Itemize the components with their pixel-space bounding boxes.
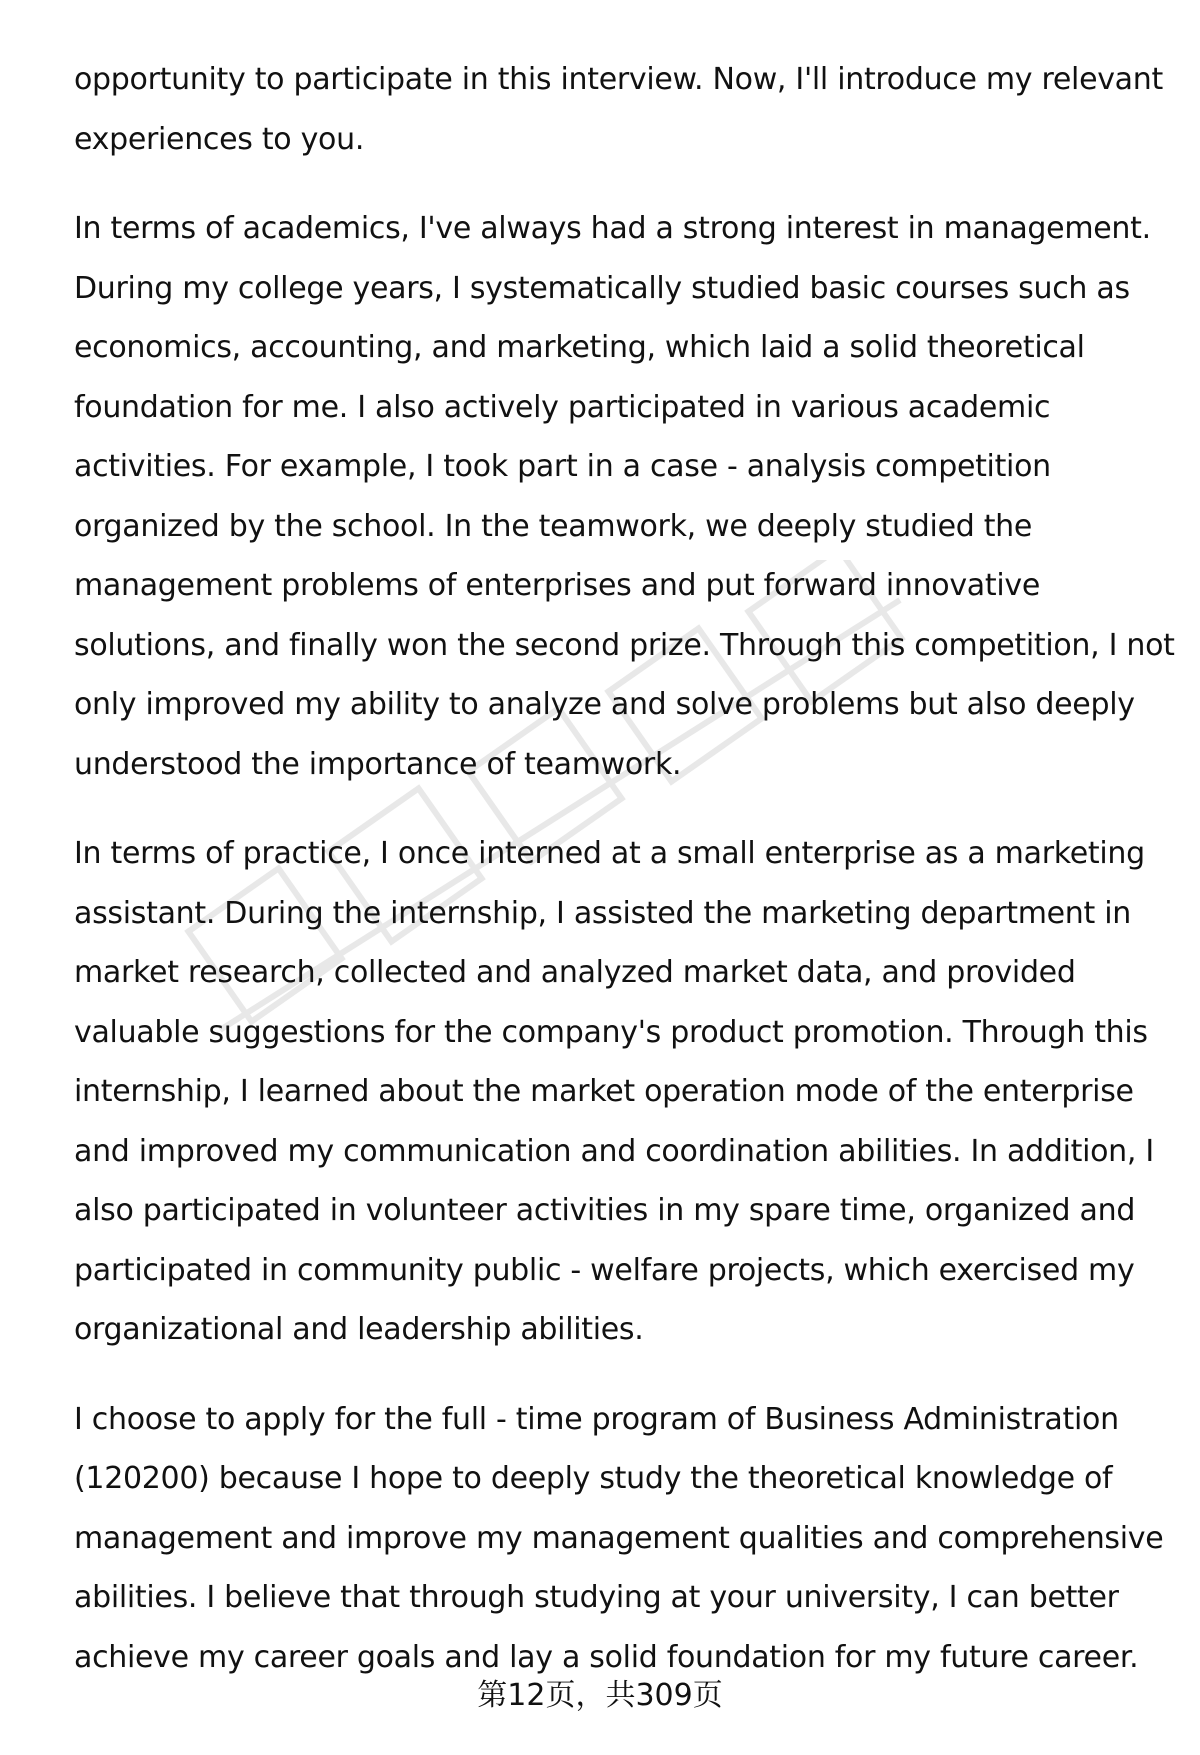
paragraph-intro-continuation: opportunity to participate in this interview. Now, I'll introduce my relevant experiences to you. [74, 62, 1163, 157]
page-number-footer: 第12页，共309页 [477, 1678, 723, 1713]
paragraph-academics: In terms of academics, I've always had a strong interest in management. During my college years, I systematically studied basic courses such as economics, accounting, and marketing, which laid a solid theoretical foundation for me. I also actively participated in various academic activities. For example, I took part in a case - analysis competition organized by the school. In the teamwork, we deeply studied the management problems of enterprises and put forward innovative solutions, and finally won the second prize. Through this competition, I not only improved my ability to analyze and solve problems but also deeply understood the importance of teamwork. [74, 211, 1175, 782]
paragraph-practice: In terms of practice, I once interned at a small enterprise as a marketing assistant. During the internship, I assisted the marketing department in market research, collected and analyzed market data, and provided valuable suggestions for the company's product promotion. Through this internship, I learned about the market operation mode of the enterprise and improved my communication and coordination abilities. In addition, I also participated in volunteer activities in my spare time, organized and participated in community public - welfare projects, which exercised my organizational and leadership abilities. [74, 836, 1154, 1347]
paragraph-program-choice: I choose to apply for the full - time program of Business Administration (120200) because I hope to deeply study the theoretical knowledge of management and improve my management qualities and comprehensive abilities. I believe that through studying at your university, I can better achieve my career goals and lay a solid foundation for my future career. [74, 1401, 1164, 1675]
